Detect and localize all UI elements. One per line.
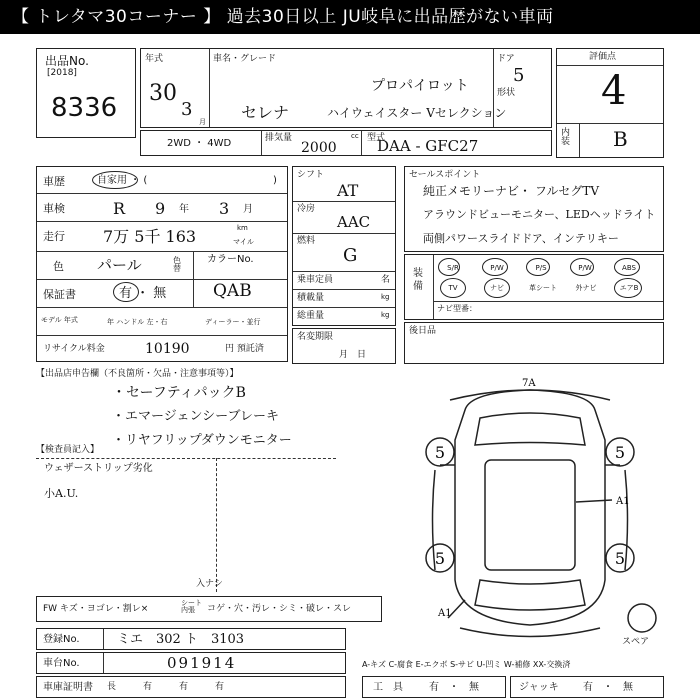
shift-box (292, 166, 396, 326)
tools-box (362, 676, 506, 698)
doors-value: 5 (513, 65, 525, 86)
front-mark: 7A (522, 378, 536, 389)
capacity-label: 乗車定員 (297, 275, 334, 285)
model-spec-label: モデル 年式 (41, 316, 78, 324)
history-value: 自家用 ・ ( (97, 175, 148, 186)
lot-year-tag: [2018] (47, 68, 77, 78)
warranty-value: 有 ・ 無 (119, 286, 167, 301)
evaluation-score: 4 (601, 68, 627, 114)
registration-row (36, 628, 346, 650)
spare-label: スペア (622, 637, 650, 647)
aircon-value: AAC (337, 213, 371, 231)
name-grade: プロパイロット (371, 78, 469, 94)
interior-label: 内装 (561, 128, 571, 147)
inspector-line-2: 小A.U. (44, 487, 79, 500)
tools-value: 有 ・ 無 (429, 682, 479, 693)
aircon-label: 冷房 (297, 204, 316, 214)
certificate-label: 車庫証明書 (43, 682, 93, 693)
equip-circle-sr (438, 258, 460, 276)
model-code-value: DAA - GFC27 (377, 137, 479, 155)
inspection-label: 車検 (43, 202, 65, 215)
interior-score: B (613, 127, 628, 151)
equip-ext-navi: 外ナビ (575, 284, 597, 292)
recycle-unit: 円 預託済 (225, 344, 264, 354)
jack-value: 有 ・ 無 (583, 682, 633, 693)
model-spec-handle: 年 ハンドル 左・右 (107, 318, 168, 326)
sales-points-label: セールスポイント (409, 170, 481, 180)
name-model: セレナ (241, 103, 290, 122)
navi-model-label: ナビ型番： (437, 304, 477, 313)
doors-shape-label: 形状 (497, 88, 516, 98)
car-rear-glass (475, 580, 585, 610)
inspection-month-unit: 月 (243, 204, 253, 215)
doors-label: ドア (497, 54, 515, 64)
name-label: 車名・グレード (213, 54, 277, 64)
equip-circle-pw1 (482, 258, 508, 276)
sales-point-3: 両側パワースライドドア、インテリキー (423, 232, 619, 245)
certificate-row (36, 676, 346, 698)
side-mark: A1 (616, 496, 630, 507)
inspection-era: R (113, 199, 126, 218)
equip-ps: P/S (535, 264, 547, 272)
name-change-box (292, 328, 396, 364)
rear-mark: A1 (438, 608, 452, 619)
damage-legend: A-キズ C-腐食 E-エクボ S-サビ U-凹ミ W-補修 XX-交換済 (362, 660, 571, 669)
wheel-mark-fr: 5 (614, 443, 626, 462)
sales-points-box (404, 166, 664, 252)
equip-circle-pw2 (570, 258, 594, 276)
wheel-mark-rr: 5 (614, 549, 626, 568)
recycle-label: リサイクル料金 (43, 344, 105, 354)
wheel-mark-fl: 5 (434, 443, 446, 462)
fuel-label: 燃料 (297, 236, 316, 246)
registration-value: ミエ 302 ト 3103 (117, 632, 245, 647)
color-no-label: カラーNo. (207, 254, 254, 265)
interior-check-seat: シート 内張 (181, 599, 202, 614)
equip-circle-ps (526, 258, 550, 276)
car-rear-bumper (460, 628, 600, 637)
car-diagram (380, 370, 680, 650)
mileage-value: 7万 5千 163 (103, 227, 197, 246)
mileage-label: 走行 (43, 230, 65, 243)
year-value: 30 (149, 81, 177, 106)
interior-check-row (36, 596, 382, 622)
inspection-month: 3 (219, 199, 230, 218)
equip-sr: S/R (447, 264, 459, 272)
model-code-label: 型式 (367, 133, 386, 143)
inspector-line-1: ウェザーストリップ劣化 (44, 463, 153, 474)
details-box (36, 166, 288, 362)
a1-leader-right (576, 500, 612, 502)
equip-airbag: エアB (619, 284, 639, 292)
year-month: 3 (181, 99, 193, 120)
displacement-value: 2000 (301, 140, 337, 156)
fuel-value: G (343, 245, 358, 266)
spec-row (140, 130, 552, 156)
name-change-unit: 月 日 (339, 350, 367, 360)
lot-label: 出品No. (45, 54, 89, 68)
equip-circle-tv (440, 278, 466, 298)
load-unit: kg (381, 293, 390, 301)
inspection-year-unit: 年 (179, 204, 189, 215)
car-front-bumper (450, 390, 610, 400)
evaluation-box (556, 48, 664, 158)
drive-label: 2WD ・ 4WD (167, 138, 232, 149)
rear-seat-label: 後日品 (409, 326, 437, 336)
spare-tire (628, 604, 656, 632)
name-type: ハイウェイスター Vセレクション (327, 106, 507, 120)
banner: 【 トレタマ30コーナー 】 過去30日以上 JU岐阜に出品歴がない車両 (0, 0, 700, 34)
lot-box (36, 48, 136, 138)
note-line-1: ・セーフティパックB (112, 385, 246, 401)
mileage-unit-mile: マイル (233, 238, 254, 246)
color-value: パール (97, 256, 142, 274)
history-label: 車歴 (43, 175, 65, 188)
lot-number: 8336 (51, 93, 118, 123)
sales-point-2: アラウンドビューモニター、LEDヘッドライト (423, 208, 656, 221)
mileage-unit-km: km (237, 224, 248, 232)
equip-navi: ナビ (490, 284, 504, 292)
history-close: ) (273, 175, 277, 186)
equipment-label: 装備 (413, 268, 423, 292)
jack-box (510, 676, 664, 698)
interior-check-items: コゲ・穴・汚レ・シミ・破レ・スレ (207, 604, 352, 614)
load-label: 積載量 (297, 293, 325, 303)
displacement-unit: cc (351, 132, 359, 140)
car-right-side (625, 470, 628, 570)
car-roof (485, 460, 575, 570)
chassis-value: 091914 (167, 654, 237, 672)
inspection-year: 9 (155, 199, 166, 218)
equip-pw2: P/W (578, 264, 592, 272)
color-label: 色 (53, 260, 64, 273)
wheel-mark-rl: 5 (434, 549, 446, 568)
jack-label: ジャッキ (519, 682, 559, 693)
weight-unit: kg (381, 311, 390, 319)
history-circle-mark (92, 171, 138, 189)
car-windshield (475, 413, 585, 445)
capacity-unit: 名 (381, 275, 391, 285)
color-repaint-label: 色替 (173, 256, 181, 273)
vehicle-info-box (140, 48, 552, 128)
displacement-label: 排気量 (265, 133, 293, 143)
equip-circle-navi (484, 278, 510, 298)
shift-label: シフト (297, 170, 325, 180)
warranty-label: 保証書 (43, 288, 76, 301)
equip-circle-abs (614, 258, 640, 276)
tools-label: 工 具 (373, 682, 403, 693)
evaluation-label: 評価点 (589, 52, 617, 62)
shift-value: AT (337, 181, 359, 200)
year-label: 年式 (145, 54, 164, 64)
note-line-2: ・エマージェンシーブレーキ (112, 409, 279, 424)
model-spec-dealer: ディーラー・並行 (205, 318, 261, 326)
certificate-items: 長 有 有 有 (107, 682, 225, 692)
equip-pw1: P/W (490, 264, 504, 272)
recycle-value: 10190 (145, 341, 190, 357)
rear-seat-box (404, 322, 664, 364)
chassis-label: 車台No. (43, 658, 80, 669)
interior-check-annot: 入ナシ (196, 579, 223, 589)
equip-tv: TV (448, 284, 458, 292)
interior-check-label: FW キズ・ヨゴレ・割レ× (43, 604, 149, 614)
year-month-unit: 月 (199, 118, 206, 126)
registration-label: 登録No. (43, 634, 80, 645)
color-no-value: QAB (213, 281, 252, 301)
warranty-circle-mark (113, 282, 139, 302)
equip-leather: 革シート (529, 284, 557, 292)
weight-label: 総重量 (297, 311, 325, 321)
equip-circle-airbag (614, 278, 642, 298)
sales-point-1: 純正メモリーナビ・ フルセグTV (423, 184, 600, 198)
notes-label: 【出品店申告欄（不良箇所・欠品・注意事項等）】 (36, 369, 239, 379)
note-line-3: ・リヤフリップダウンモニター (112, 433, 292, 448)
chassis-row (36, 652, 346, 674)
inspector-label: 【検査員記入】 (36, 445, 100, 455)
equip-abs: ABS (622, 264, 636, 272)
name-change-label: 名変期限 (297, 332, 334, 342)
